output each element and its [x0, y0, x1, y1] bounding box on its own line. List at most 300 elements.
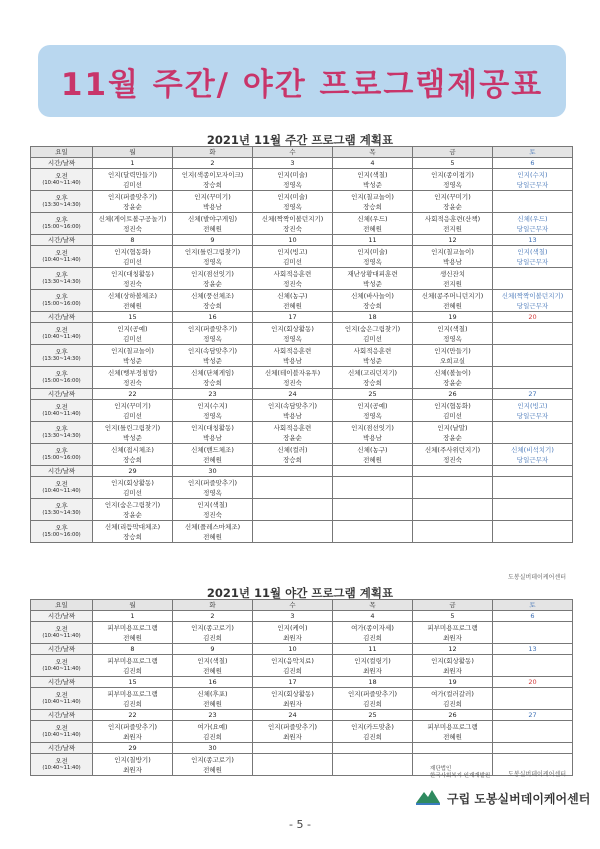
program-cell	[493, 521, 573, 543]
schedule-row	[31, 169, 573, 191]
program-cell	[93, 213, 173, 235]
program-name: 신체(풍선체조)	[191, 291, 234, 300]
program-staff: 박성준	[203, 356, 222, 365]
program-name: 신체(고리던지기)	[347, 368, 398, 377]
program-staff: 김미선	[283, 257, 302, 266]
schedule-row	[31, 688, 573, 710]
date-cell: 13	[493, 644, 573, 655]
slot-time: (10:40~11:40)	[42, 665, 81, 672]
slot-time: (10:40~11:40)	[42, 764, 81, 771]
program-name: 인지(컬링기)	[354, 656, 391, 665]
program-staff: 최원자	[123, 732, 142, 741]
program-cell	[173, 688, 253, 710]
program-name: 인지(수지)	[517, 170, 548, 179]
org-subtitle	[430, 766, 490, 780]
slot-time: (15:00~16:00)	[42, 300, 81, 307]
date-cell	[333, 743, 413, 754]
program-staff: 최원자	[123, 765, 142, 774]
program-staff: 박성준	[123, 356, 142, 365]
date-cell: 23	[173, 710, 253, 721]
program-name: 인지(퍼즐맞추기)	[107, 192, 158, 201]
slot-time: (13:30~14:30)	[42, 201, 81, 208]
date-cell: 11	[333, 644, 413, 655]
program-name: 인지(틀린그림찾기)	[104, 423, 161, 432]
program-name: 신체(바사놀이)	[351, 291, 394, 300]
date-label: 시간/날짜	[31, 677, 93, 688]
program-cell	[93, 754, 173, 776]
program-cell	[93, 422, 173, 444]
program-name: 인지(퍼즐맞추기)	[347, 689, 398, 698]
time-slot-label	[31, 345, 93, 367]
program-name: 인지(꾸미기)	[114, 401, 151, 410]
program-name: 신체(짝짝이볼던지기)	[501, 291, 564, 300]
time-slot-label	[31, 477, 93, 499]
program-cell	[93, 499, 173, 521]
schedule-row	[31, 400, 573, 422]
program-name: 인지(대칭활동)	[191, 423, 234, 432]
program-staff: 전혜원	[203, 699, 222, 708]
date-cell	[333, 466, 413, 477]
program-cell	[413, 323, 493, 345]
org-line-1: 재단법인	[430, 766, 452, 772]
program-name: 인지(회상활동)	[431, 656, 474, 665]
slot-name: 오전	[55, 171, 68, 180]
program-staff: 김진희	[363, 732, 382, 741]
program-name: 인지(케이)	[277, 623, 308, 632]
program-staff: 전지원	[443, 279, 462, 288]
date-cell	[253, 743, 333, 754]
program-name: 인지(색종이모자이크)	[181, 170, 244, 179]
schedule-row	[31, 268, 573, 290]
time-slot-label	[31, 191, 93, 213]
schedule-row	[31, 499, 573, 521]
program-name: 신체(볼놀이)	[434, 368, 471, 377]
slot-time: (10:40~11:40)	[42, 487, 81, 494]
program-name: 피부미용프로그램	[107, 689, 158, 698]
program-name: 인지(회상활동)	[271, 324, 314, 333]
program-cell	[173, 477, 253, 499]
program-staff: 장승희	[203, 301, 222, 310]
program-cell	[493, 213, 573, 235]
day-header-cell: 화	[173, 147, 253, 158]
program-name: 인지(색칠)	[197, 656, 228, 665]
program-staff: 박용남	[363, 433, 382, 442]
program-cell	[173, 521, 253, 543]
program-cell	[253, 246, 333, 268]
date-cell: 18	[333, 312, 413, 323]
date-cell: 22	[93, 389, 173, 400]
program-staff: 장승희	[283, 455, 302, 464]
program-cell	[93, 622, 173, 644]
program-staff: 정영옥	[283, 202, 302, 211]
program-cell	[93, 290, 173, 312]
time-slot-label	[31, 622, 93, 644]
slot-time: (10:40~11:40)	[42, 698, 81, 705]
program-cell	[493, 191, 573, 213]
program-cell	[333, 367, 413, 389]
program-name: 신체(농구)	[277, 291, 308, 300]
date-cell: 3	[253, 611, 333, 622]
program-cell	[333, 521, 413, 543]
program-cell	[493, 477, 573, 499]
program-staff: 정영옥	[203, 411, 222, 420]
day-header-row	[31, 147, 573, 158]
date-cell: 22	[93, 710, 173, 721]
program-name: 인지(속담맞추기)	[187, 346, 238, 355]
program-cell	[413, 169, 493, 191]
date-cell: 2	[173, 611, 253, 622]
program-cell	[493, 268, 573, 290]
program-staff: 정영옥	[443, 334, 462, 343]
program-cell	[93, 400, 173, 422]
date-cell: 6	[493, 158, 573, 169]
date-cell: 27	[493, 389, 573, 400]
date-cell: 9	[173, 235, 253, 246]
program-staff: 장윤순	[443, 202, 462, 211]
date-row	[31, 743, 573, 754]
program-cell	[333, 169, 413, 191]
day-header-cell: 수	[253, 147, 333, 158]
program-staff: 장윤순	[443, 433, 462, 442]
program-name: 인지(색칠)	[437, 324, 468, 333]
program-cell	[253, 323, 333, 345]
day-header-cell: 월	[93, 600, 173, 611]
program-cell	[333, 422, 413, 444]
date-label: 시간/날짜	[31, 743, 93, 754]
date-cell: 11	[333, 235, 413, 246]
day-header-cell: 요일	[31, 600, 93, 611]
program-staff: 박성준	[123, 433, 142, 442]
slot-time: (13:30~14:30)	[42, 432, 81, 439]
slot-name: 오전	[55, 479, 68, 488]
program-cell	[413, 688, 493, 710]
program-cell	[253, 444, 333, 466]
program-name: 인지(숨은그림찾기)	[344, 324, 401, 333]
program-cell	[493, 345, 573, 367]
program-name: 인지(미술)	[357, 247, 388, 256]
program-staff: 박성준	[363, 180, 382, 189]
program-cell	[493, 444, 573, 466]
program-name: 인지(틀린그림찾기)	[184, 247, 241, 256]
schedule-row	[31, 422, 573, 444]
program-staff: 김진희	[283, 666, 302, 675]
program-cell	[173, 213, 253, 235]
schedule-row	[31, 323, 573, 345]
program-name: 인지(종고로기)	[191, 755, 234, 764]
program-cell	[333, 721, 413, 743]
program-name: 신체(밴드체조)	[191, 445, 234, 454]
date-label: 시간/날짜	[31, 312, 93, 323]
date-row	[31, 710, 573, 721]
schedule-row	[31, 721, 573, 743]
program-cell	[173, 754, 253, 776]
program-cell	[333, 688, 413, 710]
program-cell	[173, 323, 253, 345]
date-cell: 10	[253, 644, 333, 655]
program-cell	[493, 422, 573, 444]
program-cell	[173, 191, 253, 213]
date-cell: 3	[253, 158, 333, 169]
program-staff: 최원자	[283, 732, 302, 741]
program-name: 사회적응훈련(산책)	[424, 214, 481, 223]
program-name: 인지(대칭활동)	[111, 269, 154, 278]
program-cell	[333, 477, 413, 499]
program-staff: 김진희	[363, 633, 382, 642]
slot-time: (10:40~11:40)	[42, 179, 81, 186]
time-slot-label	[31, 499, 93, 521]
schedule-row	[31, 444, 573, 466]
program-staff: 장승희	[203, 180, 222, 189]
date-cell: 25	[333, 710, 413, 721]
program-name: 인지(빙고)	[277, 247, 308, 256]
program-staff: 정진숙	[123, 279, 142, 288]
program-staff: 당일근무자	[516, 301, 549, 310]
time-slot-label	[31, 246, 93, 268]
slot-time: (15:00~16:00)	[42, 454, 81, 461]
program-cell	[253, 400, 333, 422]
date-cell: 16	[173, 312, 253, 323]
program-name: 신체(발야구게임)	[187, 214, 238, 223]
day-header-cell: 요일	[31, 147, 93, 158]
program-staff: 김미선	[123, 180, 142, 189]
program-cell	[413, 444, 493, 466]
time-slot-label	[31, 268, 93, 290]
program-name: 피부미용프로그램	[427, 722, 478, 731]
program-name: 인지(낱말)	[437, 423, 468, 432]
program-cell	[173, 290, 253, 312]
date-cell: 19	[413, 312, 493, 323]
program-cell	[333, 655, 413, 677]
program-staff: 전혜원	[203, 224, 222, 233]
program-name: 인지(달력만들기)	[107, 170, 158, 179]
slot-time: (10:40~11:40)	[42, 632, 81, 639]
slot-name: 오후	[55, 292, 68, 301]
date-label: 시간/날짜	[31, 466, 93, 477]
program-name: 사회적응훈련	[273, 346, 312, 355]
program-cell	[413, 213, 493, 235]
slot-time: (10:40~11:40)	[42, 256, 81, 263]
program-staff: 최원자	[443, 633, 462, 642]
slot-name: 오전	[55, 756, 68, 765]
slot-name: 오전	[55, 657, 68, 666]
program-cell	[413, 246, 493, 268]
program-cell	[173, 499, 253, 521]
date-label: 시간/날짜	[31, 644, 93, 655]
program-cell	[173, 422, 253, 444]
program-name: 인지(회상활동)	[271, 689, 314, 698]
slot-time: (15:00~16:00)	[42, 377, 81, 384]
program-staff: 김진희	[203, 633, 222, 642]
program-staff: 장윤순	[123, 202, 142, 211]
night-schedule-table	[30, 599, 573, 776]
program-name: 피부미용프로그램	[107, 656, 158, 665]
program-cell	[93, 721, 173, 743]
program-staff: 전혜원	[363, 455, 382, 464]
program-name: 사회적응훈련	[273, 269, 312, 278]
program-cell	[333, 400, 413, 422]
program-cell	[173, 721, 253, 743]
program-cell	[93, 323, 173, 345]
date-cell: 30	[173, 743, 253, 754]
slot-name: 오후	[55, 369, 68, 378]
time-slot-label	[31, 213, 93, 235]
program-name: 인지(협동화)	[434, 401, 471, 410]
schedule-row	[31, 246, 573, 268]
date-cell: 23	[173, 389, 253, 400]
program-staff: 당일근무자	[516, 455, 549, 464]
program-staff: 당일근무자	[516, 180, 549, 189]
program-cell	[413, 191, 493, 213]
program-cell	[413, 400, 493, 422]
program-cell	[93, 521, 173, 543]
program-staff: 김진희	[123, 699, 142, 708]
program-name: 신체(플레스마체조)	[184, 522, 241, 531]
time-slot-label	[31, 521, 93, 543]
time-slot-label	[31, 422, 93, 444]
program-name: 인지(칠교놀이)	[111, 346, 154, 355]
program-cell	[493, 622, 573, 644]
program-name: 인지(음악치료)	[271, 656, 314, 665]
program-cell	[173, 367, 253, 389]
program-staff: 오희교실	[439, 356, 466, 365]
program-staff: 박성준	[363, 356, 382, 365]
program-staff: 김미선	[123, 334, 142, 343]
program-cell	[253, 688, 333, 710]
program-staff: 장윤순	[203, 279, 222, 288]
day-header-cell: 토	[493, 147, 573, 158]
program-staff: 정진숙	[123, 224, 142, 233]
program-staff: 정영옥	[203, 488, 222, 497]
program-staff: 김진희	[443, 699, 462, 708]
program-staff: 김미선	[443, 411, 462, 420]
date-label: 시간/날짜	[31, 389, 93, 400]
program-name: 인지(속담맞추기)	[267, 401, 318, 410]
program-staff: 박용남	[203, 202, 222, 211]
program-name: 여가(종이자세)	[351, 623, 394, 632]
program-cell	[253, 345, 333, 367]
date-cell: 25	[333, 389, 413, 400]
date-cell: 1	[93, 158, 173, 169]
day-header-cell: 월	[93, 147, 173, 158]
program-staff: 정진숙	[443, 455, 462, 464]
program-cell	[333, 268, 413, 290]
footer-org	[415, 787, 590, 809]
date-label: 시간/날짜	[31, 158, 93, 169]
slot-name: 오전	[55, 723, 68, 732]
schedule-row	[31, 622, 573, 644]
program-cell	[253, 213, 333, 235]
slot-name: 오후	[55, 270, 68, 279]
program-name: 인지(색칠)	[197, 500, 228, 509]
program-name: 신체(벵부정침탕)	[107, 368, 158, 377]
program-name: 신체(콩주머니던지기)	[421, 291, 484, 300]
time-slot-label	[31, 169, 93, 191]
time-slot-label	[31, 290, 93, 312]
program-cell	[413, 721, 493, 743]
date-cell	[493, 743, 573, 754]
program-cell	[333, 213, 413, 235]
schedule-row	[31, 367, 573, 389]
program-staff: 박용남	[283, 356, 302, 365]
program-cell	[253, 521, 333, 543]
date-cell: 15	[93, 312, 173, 323]
program-name: 인지(미술)	[277, 192, 308, 201]
date-label: 시간/날짜	[31, 611, 93, 622]
program-staff: 전혜원	[283, 301, 302, 310]
date-cell: 24	[253, 710, 333, 721]
slot-time: (13:30~14:30)	[42, 278, 81, 285]
program-staff: 장윤순	[283, 433, 302, 442]
day-header-cell: 목	[333, 147, 413, 158]
program-name: 피부미용프로그램	[107, 623, 158, 632]
date-cell: 4	[333, 158, 413, 169]
slot-time: (15:00~16:00)	[42, 531, 81, 538]
program-cell	[173, 655, 253, 677]
program-name: 인지(카드맞춘)	[351, 722, 394, 731]
program-staff: 김미선	[123, 411, 142, 420]
program-staff: 정영옥	[203, 257, 222, 266]
slot-name: 오전	[55, 624, 68, 633]
program-staff: 전혜원	[363, 224, 382, 233]
program-cell	[253, 169, 333, 191]
day-schedule-title: 2021년 11월 주간 프로그램 계획표	[206, 133, 394, 147]
day-header-cell: 금	[413, 147, 493, 158]
program-cell	[253, 191, 333, 213]
program-cell	[493, 323, 573, 345]
date-cell: 6	[493, 611, 573, 622]
program-cell	[493, 290, 573, 312]
program-cell	[93, 477, 173, 499]
date-label: 시간/날짜	[31, 710, 93, 721]
slot-name: 오후	[55, 215, 68, 224]
program-name: 인지(꾸미기)	[194, 192, 231, 201]
program-name: 인지(숨은그림찾기)	[104, 500, 161, 509]
program-staff: 장승희	[363, 202, 382, 211]
day-header-cell: 목	[333, 600, 413, 611]
night-schedule-title: 2021년 11월 야간 프로그램 계획표	[206, 586, 394, 600]
program-cell	[333, 290, 413, 312]
day-header-cell: 토	[493, 600, 573, 611]
program-staff: 장진숙	[283, 224, 302, 233]
program-name: 인지(색칠)	[357, 170, 388, 179]
slot-time: (15:00~16:00)	[42, 223, 81, 230]
program-staff: 정영옥	[363, 411, 382, 420]
program-staff: 최원자	[283, 633, 302, 642]
date-cell: 20	[493, 677, 573, 688]
org-line-2: 한국사회복지 인재개발원	[430, 773, 491, 779]
slot-name: 오전	[55, 690, 68, 699]
slot-name: 오후	[55, 424, 68, 433]
program-name: 인지(수지)	[197, 401, 228, 410]
program-cell	[333, 246, 413, 268]
date-cell	[413, 466, 493, 477]
program-cell	[493, 688, 573, 710]
slot-name: 오후	[55, 523, 68, 532]
program-cell	[333, 323, 413, 345]
program-cell	[493, 400, 573, 422]
page-title: 11월 주간/ 야간 프로그램제공표	[60, 66, 544, 103]
slot-time: (10:40~11:40)	[42, 731, 81, 738]
slot-time: (13:30~14:30)	[42, 509, 81, 516]
program-name: 인지(퍼즐맞추기)	[187, 324, 238, 333]
date-row	[31, 644, 573, 655]
program-cell	[413, 268, 493, 290]
time-slot-label	[31, 655, 93, 677]
program-cell	[173, 246, 253, 268]
program-staff: 정영옥	[443, 180, 462, 189]
date-cell: 12	[413, 644, 493, 655]
page-number: - 5 -	[289, 818, 311, 831]
